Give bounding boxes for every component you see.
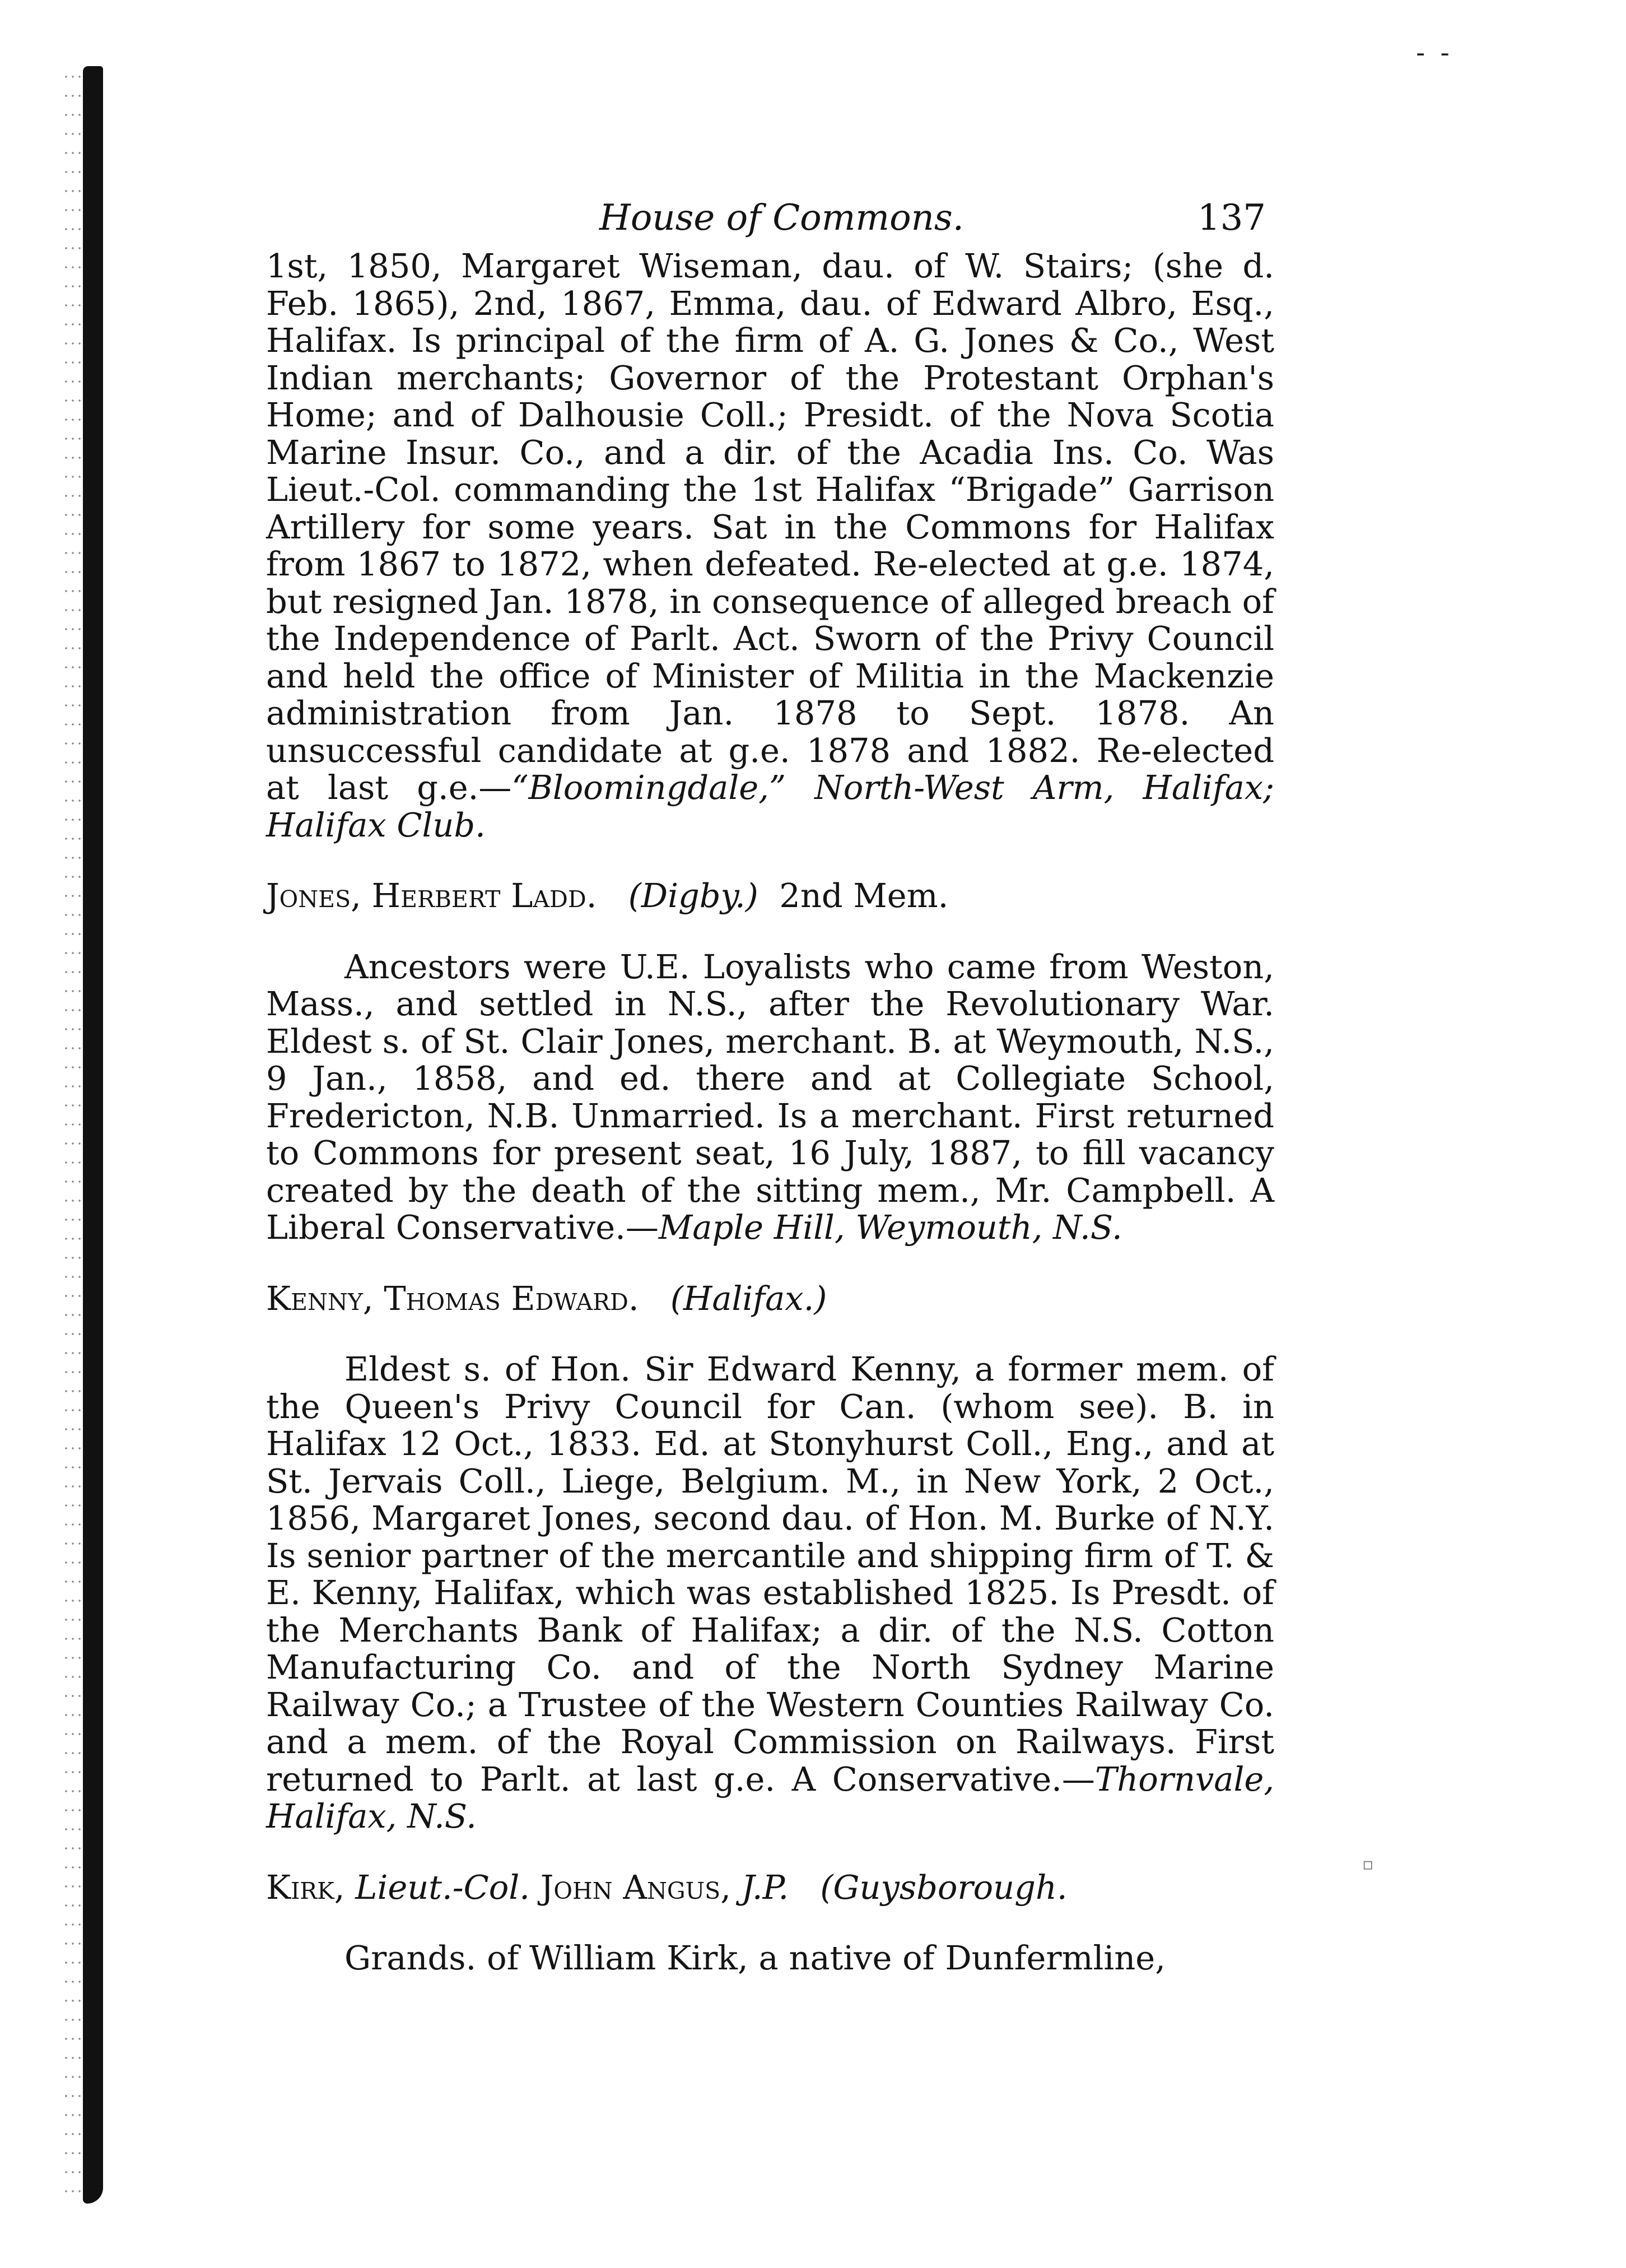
entry-heading-jones	[266, 877, 1274, 915]
entry-address: Maple Hill, Weymouth, N.S.	[658, 1208, 1122, 1247]
entry-address: Thornvale, Halifax, N.S.	[266, 1759, 1274, 1835]
entry-constituency: (Guysborough.	[820, 1867, 1068, 1907]
entry-name-pre: Kirk,	[266, 1867, 345, 1907]
entry-heading-kirk	[266, 1869, 1274, 1907]
entry-name-post: John Angus,	[540, 1867, 731, 1907]
entry-constituency: (Digby.)	[628, 876, 758, 915]
entry-text: Eldest s. of Hon. Sir Edward Kenny, a former mem. of the Queen's Privy Council for Can. (whom see). B. in Halifax 12 Oct., 1833. Ed. at Stonyhurst Coll., Eng., and at St. Jervais Coll., Liege, Belgium. M., in New York, 2 Oct., 1856, Margaret Jones, second dau. of Hon. M. Burke of N.Y. Is senior partner of the mercantile and shipping firm of T. & E. Kenny, Halifax, which was established 1825. Is Presdt. of the Merchants Bank of Halifax; a dir. of the N.S. Cotton Manufacturing Co. and of the North Sydney Marine Railway Co.; a Trustee of the Western Counties Railway Co. and a mem. of the Royal Commission on Railways. First returned to Parlt. at last g.e. A Conservative.—	[266, 1350, 1274, 1798]
entry-heading-kenny	[266, 1280, 1274, 1318]
continuation-paragraph	[266, 248, 1274, 844]
continuation-text: 1st, 1850, Margaret Wiseman, dau. of W. Stairs; (she d. Feb. 1865), 2nd, 1867, Emma, dau. of Edward Albro, Esq., Halifax. Is principal of the firm of A. G. Jones & Co., West Indian merchants; Governor of the Protestant Orphan's Home; and of Dalhousie Coll.; Presidt. of the Nova Scotia Marine Insur. Co., and a dir. of the Acadia Ins. Co. Was Lieut.-Col. commanding the 1st Halifax “Brigade” Garrison Artillery for some years. Sat in the Commons for Halifax from 1867 to 1872, when defeated. Re-elected at g.e. 1874, but resigned Jan. 1878, in consequence of alleged breach of the Independence of Parlt. Act. Sworn of the Privy Council and held the office of Minister of Militia in the Mackenzie administration from Jan. 1878 to Sept. 1878. An unsuccessful candidate at g.e. 1878 and 1882. Re-elected at last g.e.—	[266, 247, 1274, 807]
entry-constituency: (Halifax.)	[670, 1279, 827, 1318]
page-number: 137	[1197, 197, 1266, 239]
entry-paragraph-kenny	[266, 1351, 1274, 1835]
entry-paragraph-kirk	[266, 1940, 1274, 1977]
entry-text: Ancestors were U.E. Loyalists who came from Weston, Mass., and settled in N.S., after the Revolutionary War. Eldest s. of St. Clair Jones, merchant. B. at Weymouth, N.S., 9 Jan., 1858, and ed. there and at Collegiate School, Fredericton, N.B. Unmarried. Is a merchant. First returned to Commons for present seat, 16 July, 1887, to fill vacancy created by the death of the sitting mem., Mr. Campbell. A Liberal Conservative.—	[266, 947, 1274, 1247]
entry-paragraph-jones	[266, 949, 1274, 1247]
running-title: House of Commons.	[599, 197, 964, 239]
entry-text: Grands. of William Kirk, a native of Dunfermline,	[344, 1939, 1166, 1977]
margin-mark: ▫	[1362, 1855, 1374, 1874]
running-header	[599, 197, 1266, 242]
corner-mark: - -	[1416, 37, 1453, 68]
entry-title: Lieut.-Col.	[355, 1867, 530, 1907]
entry-name: Kenny, Thomas Edward.	[266, 1279, 639, 1318]
page-body	[266, 248, 1274, 1977]
entry-name: Jones, Herbert Ladd.	[266, 876, 597, 915]
binding-gutter	[83, 66, 103, 2204]
entry-honorific: J.P.	[741, 1867, 789, 1907]
entry-note: 2nd Mem.	[779, 876, 949, 915]
continuation-address: “Bloomingdale,” North-West Arm, Halifax; Halifax Club.	[266, 768, 1275, 844]
